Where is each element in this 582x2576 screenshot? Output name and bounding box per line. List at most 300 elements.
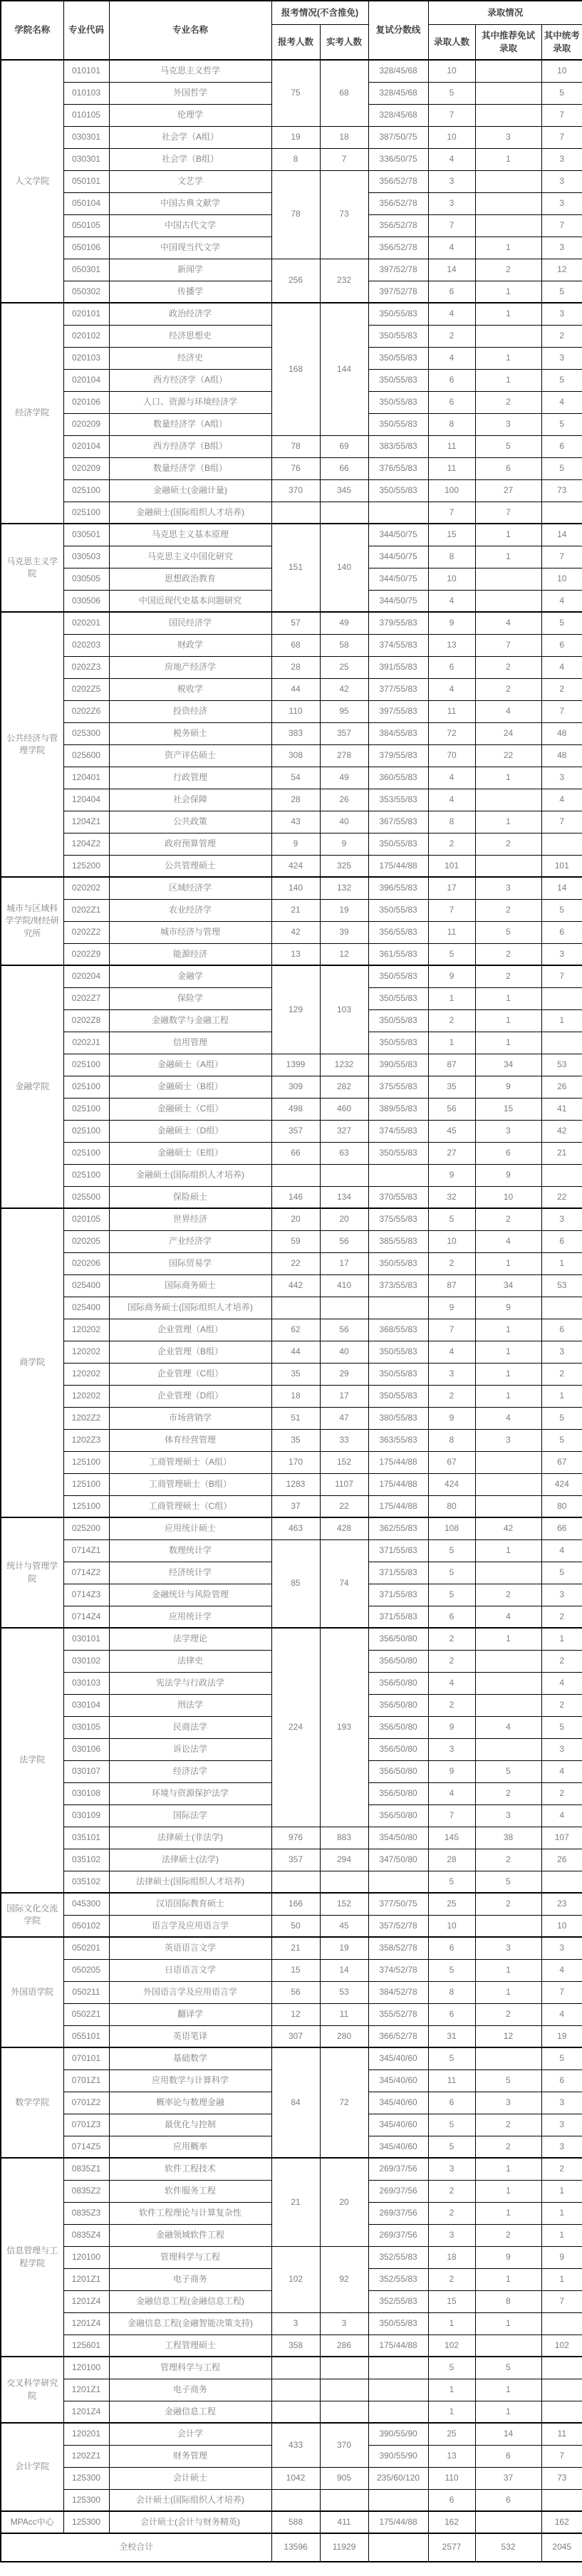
major-code-cell: 010101 [63, 60, 109, 82]
major-name-cell: 经济统计学 [109, 1562, 271, 1584]
major-name-cell: 工商管理硕士（A组） [109, 1451, 271, 1473]
score-line-cell: 377/55/83 [368, 678, 428, 700]
table-row [1, 1937, 582, 1959]
major-code-cell: 025100 [63, 479, 109, 502]
table-row [1, 612, 582, 634]
applied-count-cell: 28 [271, 656, 320, 678]
major-name-cell: 民商法学 [109, 1716, 271, 1738]
exempt-admitted-cell: 5 [475, 1760, 541, 1782]
actual-count-cell: 410 [320, 1274, 368, 1297]
admitted-count-cell: 15 [428, 524, 475, 546]
admitted-count-cell: 8 [428, 811, 475, 833]
table-row [1, 1319, 582, 1341]
exempt-admitted-cell: 6 [475, 2489, 541, 2511]
admitted-count-cell: 5 [428, 1208, 475, 1230]
exempt-admitted-cell: 3 [475, 2092, 541, 2114]
major-name-cell: 保险硕士 [109, 1186, 271, 1208]
table-row [1, 1429, 582, 1451]
actual-count-cell: 132 [320, 877, 368, 899]
applied-count-cell: 59 [271, 1230, 320, 1252]
exam-admitted-cell: 107 [541, 1827, 582, 1849]
score-line-cell: 175/44/88 [368, 1473, 428, 1495]
score-line-cell: 373/55/83 [368, 1274, 428, 1297]
exam-admitted-cell: 19 [541, 2025, 582, 2047]
major-code-cell: 0835Z2 [63, 2180, 109, 2202]
major-code-cell: 0701Z1 [63, 2069, 109, 2092]
score-line-cell: 390/55/83 [368, 1054, 428, 1076]
admitted-count-cell: 2 [428, 2180, 475, 2202]
major-code-cell: 030503 [63, 546, 109, 568]
exempt-admitted-cell: 37 [475, 2467, 541, 2489]
table-row [1, 965, 582, 987]
actual-count-cell: 49 [320, 767, 368, 789]
major-name-cell: 软件服务工程 [109, 2180, 271, 2202]
exam-admitted-cell: 10 [541, 1915, 582, 1937]
table-row [1, 1208, 582, 1230]
exempt-admitted-cell: 1 [475, 1539, 541, 1562]
exam-admitted-cell: 10 [541, 568, 582, 590]
exempt-admitted-cell: 12 [475, 2025, 541, 2047]
exempt-admitted-cell: 1 [475, 369, 541, 391]
major-code-cell: 025500 [63, 1186, 109, 1208]
exempt-admitted-cell: 15 [475, 1098, 541, 1120]
major-name-cell: 法律硕士(非法学) [109, 1827, 271, 1849]
table-row [1, 877, 582, 899]
major-code-cell: 030107 [63, 1760, 109, 1782]
exempt-admitted-cell: 1 [475, 2268, 541, 2290]
actual-count-cell: 42 [320, 678, 368, 700]
score-line-cell: 383/55/83 [368, 435, 428, 457]
admitted-count-cell: 2 [428, 833, 475, 855]
table-row [1, 2003, 582, 2025]
major-name-cell: 西方经济学（A组） [109, 369, 271, 391]
exempt-admitted-cell: 1 [475, 1319, 541, 1341]
major-code-cell: 025100 [63, 502, 109, 524]
applied-count-cell: 51 [271, 1407, 320, 1429]
table-row [1, 1385, 582, 1407]
exempt-admitted-cell: 9 [475, 2246, 541, 2268]
exam-admitted-cell: 3 [541, 1937, 582, 1959]
major-name-cell: 管理科学与工程 [109, 2357, 271, 2379]
college-name-cell: 金融学院 [1, 965, 63, 1208]
score-line-cell: 371/55/83 [368, 1562, 428, 1584]
applied-count-cell: 224 [271, 1628, 320, 1827]
actual-count-cell: 73 [320, 170, 368, 259]
admitted-count-cell: 4 [428, 590, 475, 612]
major-name-cell: 文艺学 [109, 170, 271, 192]
exempt-admitted-cell: 1 [475, 524, 541, 546]
exam-admitted-cell: 4 [541, 391, 582, 413]
total-exempt-cell: 532 [475, 2533, 541, 2562]
admitted-count-cell: 4 [428, 789, 475, 811]
major-code-cell: 0202Z6 [63, 700, 109, 722]
major-code-cell: 025600 [63, 744, 109, 767]
exempt-admitted-cell: 2 [475, 2224, 541, 2246]
header-admit-group: 录取情况 [428, 1, 582, 24]
admitted-count-cell: 2 [428, 2202, 475, 2224]
major-code-cell: 045300 [63, 1893, 109, 1915]
applied-count-cell: 68 [271, 634, 320, 656]
major-code-cell: 1204Z1 [63, 811, 109, 833]
college-name-cell: MPAcc中心 [1, 2511, 63, 2533]
exempt-admitted-cell: 5 [475, 1871, 541, 1893]
admitted-count-cell: 4 [428, 237, 475, 259]
major-name-cell: 外国哲学 [109, 82, 271, 104]
college-name-cell: 经济学院 [1, 303, 63, 524]
exam-admitted-cell: 6 [541, 1319, 582, 1341]
admitted-count-cell: 10 [428, 126, 475, 148]
exempt-admitted-cell: 3 [475, 126, 541, 148]
exam-admitted-cell [541, 502, 582, 524]
admitted-count-cell: 5 [428, 1562, 475, 1584]
table-row [1, 811, 582, 833]
college-name-cell: 交叉科学研究院 [1, 2357, 63, 2423]
exempt-admitted-cell: 6 [475, 2445, 541, 2467]
admitted-count-cell: 10 [428, 60, 475, 82]
exempt-admitted-cell [475, 2047, 541, 2069]
exempt-admitted-cell: 5 [475, 435, 541, 457]
exempt-admitted-cell: 42 [475, 1517, 541, 1539]
table-row [1, 921, 582, 943]
major-name-cell: 基础数学 [109, 2047, 271, 2069]
applied-count-cell: 433 [271, 2423, 320, 2467]
major-code-cell: 120100 [63, 2357, 109, 2379]
score-line-cell: 350/55/83 [368, 347, 428, 369]
admitted-count-cell: 162 [428, 2511, 475, 2533]
exempt-admitted-cell: 2 [475, 1584, 541, 1606]
score-line-cell: 175/44/88 [368, 855, 428, 877]
exempt-admitted-cell: 1 [475, 1385, 541, 1407]
actual-count-cell: 460 [320, 1098, 368, 1120]
exempt-admitted-cell: 4 [475, 1230, 541, 1252]
header-major-name: 专业名称 [109, 1, 271, 60]
score-line-cell: 347/50/80 [368, 1849, 428, 1871]
exempt-admitted-cell: 3 [475, 877, 541, 899]
exam-admitted-cell: 9 [541, 2246, 582, 2268]
major-name-cell: 国际商务硕士(国际组织人才培养) [109, 1297, 271, 1319]
actual-count-cell: 95 [320, 700, 368, 722]
admitted-count-cell: 32 [428, 1186, 475, 1208]
applied-count-cell: 50 [271, 1915, 320, 1937]
major-name-cell: 会计学 [109, 2423, 271, 2445]
score-line-cell: 375/55/83 [368, 1208, 428, 1230]
applied-count-cell: 9 [271, 833, 320, 855]
exam-admitted-cell: 2 [541, 1782, 582, 1804]
exempt-admitted-cell: 1 [475, 2180, 541, 2202]
table-header [1, 1, 582, 60]
exam-admitted-cell: 73 [541, 2467, 582, 2489]
table-row [1, 2489, 582, 2511]
score-line-cell [368, 502, 428, 524]
major-name-cell: 宪法学与行政法学 [109, 1672, 271, 1694]
score-line-cell: 345/40/60 [368, 2092, 428, 2114]
admitted-count-cell: 6 [428, 2489, 475, 2511]
header-major-code: 专业代码 [63, 1, 109, 60]
major-code-cell: 030102 [63, 1650, 109, 1672]
table-row [1, 789, 582, 811]
exempt-admitted-cell: 2 [475, 2114, 541, 2136]
admitted-count-cell: 6 [428, 391, 475, 413]
exempt-admitted-cell: 38 [475, 1827, 541, 1849]
exempt-admitted-cell: 2 [475, 678, 541, 700]
major-code-cell: 020103 [63, 347, 109, 369]
exempt-admitted-cell [475, 1562, 541, 1584]
score-line-cell: 396/55/83 [368, 877, 428, 899]
actual-count-cell: 905 [320, 2467, 368, 2489]
admitted-count-cell: 4 [428, 1672, 475, 1694]
table-row [1, 2246, 582, 2268]
score-line-cell: 354/50/80 [368, 1827, 428, 1849]
exam-admitted-cell: 10 [541, 60, 582, 82]
exam-admitted-cell: 1 [541, 2202, 582, 2224]
admitted-count-cell: 1 [428, 2401, 475, 2423]
major-name-cell: 诉讼法学 [109, 1738, 271, 1760]
exam-admitted-cell: 5 [541, 1562, 582, 1584]
score-line-cell: 345/40/60 [368, 2114, 428, 2136]
score-line-cell: 371/55/83 [368, 1584, 428, 1606]
applied-count-cell [271, 2401, 320, 2423]
major-name-cell: 财务管理 [109, 2445, 271, 2467]
actual-count-cell [320, 2489, 368, 2511]
major-name-cell: 社会学（B组） [109, 148, 271, 170]
applied-count-cell: 43 [271, 811, 320, 833]
actual-count-cell: 232 [320, 259, 368, 303]
actual-count-cell: 428 [320, 1517, 368, 1539]
exempt-admitted-cell: 1 [475, 987, 541, 1009]
table-row [1, 899, 582, 921]
admitted-count-cell: 7 [428, 104, 475, 126]
exempt-admitted-cell: 4 [475, 1606, 541, 1628]
major-code-cell: 030506 [63, 590, 109, 612]
score-line-cell: 350/55/83 [368, 479, 428, 502]
major-name-cell: 英语语言文学 [109, 1937, 271, 1959]
score-line-cell: 356/50/80 [368, 1804, 428, 1827]
exempt-admitted-cell [475, 568, 541, 590]
major-name-cell: 汉语国际教育硕士 [109, 1893, 271, 1915]
score-line-cell: 356/50/80 [368, 1672, 428, 1694]
actual-count-cell: 33 [320, 1429, 368, 1451]
actual-count-cell: 152 [320, 1893, 368, 1915]
applied-count-cell: 44 [271, 1341, 320, 1363]
score-line-cell: 370/55/83 [368, 1186, 428, 1208]
exempt-admitted-cell: 2 [475, 2136, 541, 2158]
score-line-cell: 356/50/80 [368, 1694, 428, 1716]
exam-admitted-cell: 2 [541, 1694, 582, 1716]
admitted-count-cell: 108 [428, 1517, 475, 1539]
major-code-cell: 020209 [63, 413, 109, 435]
actual-count-cell: 19 [320, 1937, 368, 1959]
exam-admitted-cell: 1 [541, 1628, 582, 1650]
exam-admitted-cell: 42 [541, 1120, 582, 1142]
applied-count-cell [271, 2357, 320, 2379]
exempt-admitted-cell: 1 [475, 1981, 541, 2003]
admitted-count-cell: 3 [428, 2224, 475, 2246]
admitted-count-cell: 3 [428, 2158, 475, 2180]
major-name-cell: 资产评估硕士 [109, 744, 271, 767]
score-line-cell: 175/44/88 [368, 2511, 428, 2533]
exam-admitted-cell: 4 [541, 656, 582, 678]
major-code-cell: 0701Z2 [63, 2092, 109, 2114]
exempt-admitted-cell: 1 [475, 1628, 541, 1650]
major-name-cell: 体育经营管理 [109, 1429, 271, 1451]
exam-admitted-cell: 41 [541, 1098, 582, 1120]
exempt-admitted-cell: 1 [475, 2202, 541, 2224]
exempt-admitted-cell: 1 [475, 2312, 541, 2334]
major-name-cell: 工商管理硕士（C组） [109, 1495, 271, 1517]
applied-count-cell: 56 [271, 1981, 320, 2003]
exempt-admitted-cell: 1 [475, 1252, 541, 1274]
table-row [1, 170, 582, 192]
admitted-count-cell: 2 [428, 2268, 475, 2290]
exam-admitted-cell: 26 [541, 1849, 582, 1871]
admitted-count-cell: 9 [428, 1164, 475, 1186]
exam-admitted-cell: 162 [541, 2511, 582, 2533]
total-row [1, 2533, 582, 2562]
exam-admitted-cell: 7 [541, 104, 582, 126]
score-line-cell: 377/50/75 [368, 1893, 428, 1915]
admitted-count-cell: 1 [428, 987, 475, 1009]
exam-admitted-cell: 3 [541, 1208, 582, 1230]
actual-count-cell: 883 [320, 1827, 368, 1849]
exempt-admitted-cell: 1 [475, 237, 541, 259]
major-code-cell: 120401 [63, 767, 109, 789]
major-code-cell: 025100 [63, 1076, 109, 1098]
table-row [1, 1827, 582, 1849]
score-line-cell [368, 2489, 428, 2511]
score-line-cell: 352/55/83 [368, 2246, 428, 2268]
exempt-admitted-cell [475, 325, 541, 347]
exempt-admitted-cell [475, 1738, 541, 1760]
applied-count-cell: 498 [271, 1098, 320, 1120]
exempt-admitted-cell: 1 [475, 2158, 541, 2180]
admitted-count-cell: 2 [428, 1385, 475, 1407]
actual-count-cell: 357 [320, 722, 368, 744]
college-name-cell: 统计与管理学院 [1, 1517, 63, 1628]
exempt-admitted-cell: 8 [475, 2290, 541, 2312]
major-code-cell: 125200 [63, 855, 109, 877]
table-row [1, 2334, 582, 2357]
exempt-admitted-cell: 4 [475, 700, 541, 722]
exam-admitted-cell: 53 [541, 1274, 582, 1297]
applied-count-cell: 57 [271, 612, 320, 634]
score-line-cell: 363/55/83 [368, 1429, 428, 1451]
admitted-count-cell: 6 [428, 656, 475, 678]
major-name-cell: 国际商务硕士 [109, 1274, 271, 1297]
admitted-count-cell: 3 [428, 192, 475, 214]
major-name-cell: 金融硕士（D组） [109, 1120, 271, 1142]
major-code-cell: 120201 [63, 2423, 109, 2445]
major-name-cell: 应用统计学 [109, 1606, 271, 1628]
admitted-count-cell: 145 [428, 1827, 475, 1849]
actual-count-cell: 20 [320, 2158, 368, 2246]
score-line-cell: 350/55/83 [368, 1032, 428, 1054]
score-line-cell: 362/55/83 [368, 1517, 428, 1539]
applied-count-cell: 3 [271, 2312, 320, 2334]
score-line-cell: 350/55/83 [368, 1009, 428, 1032]
header-admit-exam: 其中统考录取 [541, 24, 582, 60]
major-code-cell: 020101 [63, 303, 109, 325]
major-name-cell: 房地产经济学 [109, 656, 271, 678]
major-code-cell: 010103 [63, 82, 109, 104]
applied-count-cell: 383 [271, 722, 320, 744]
exempt-admitted-cell: 3 [475, 1804, 541, 1827]
table-row [1, 700, 582, 722]
exam-admitted-cell: 3 [541, 1738, 582, 1760]
exempt-admitted-cell: 2 [475, 656, 541, 678]
applied-count-cell: 19 [271, 126, 320, 148]
applied-count-cell: 168 [271, 303, 320, 435]
exempt-admitted-cell [475, 855, 541, 877]
exempt-admitted-cell: 2 [475, 1849, 541, 1871]
admitted-count-cell: 2 [428, 1009, 475, 1032]
admitted-count-cell: 4 [428, 1782, 475, 1804]
admitted-count-cell: 8 [428, 413, 475, 435]
applied-count-cell: 442 [271, 1274, 320, 1297]
major-code-cell: 120404 [63, 789, 109, 811]
applied-count-cell: 28 [271, 789, 320, 811]
table-row [1, 1495, 582, 1517]
header-admit-exempt: 其中推荐免试录取 [475, 24, 541, 60]
major-name-cell: 世界经济 [109, 1208, 271, 1230]
actual-count-cell [320, 1297, 368, 1319]
exam-admitted-cell [541, 2379, 582, 2401]
major-name-cell: 投资经济 [109, 700, 271, 722]
admitted-count-cell: 13 [428, 634, 475, 656]
major-code-cell: 0202Z5 [63, 678, 109, 700]
applied-count-cell: 18 [271, 1385, 320, 1407]
table-row [1, 502, 582, 524]
score-line-cell: 391/55/83 [368, 656, 428, 678]
exam-admitted-cell: 5 [541, 2047, 582, 2069]
major-code-cell: 0202Z7 [63, 987, 109, 1009]
table-row [1, 457, 582, 479]
score-line-cell: 371/55/83 [368, 1539, 428, 1562]
applied-count-cell: 1399 [271, 1054, 320, 1076]
exam-admitted-cell [541, 2312, 582, 2334]
admitted-count-cell: 25 [428, 1893, 475, 1915]
major-code-cell: 030105 [63, 1716, 109, 1738]
table-row [1, 2357, 582, 2379]
college-name-cell: 国际文化交流学院 [1, 1893, 63, 1937]
exam-admitted-cell: 1 [541, 2268, 582, 2290]
score-line-cell: 356/50/80 [368, 1782, 428, 1804]
major-code-cell: 0835Z3 [63, 2202, 109, 2224]
major-name-cell: 应用数学与计算科学 [109, 2069, 271, 2092]
admitted-count-cell: 11 [428, 700, 475, 722]
major-name-cell: 应用统计硕士 [109, 1517, 271, 1539]
applied-count-cell: 309 [271, 1076, 320, 1098]
exempt-admitted-cell: 4 [475, 612, 541, 634]
major-name-cell: 法律硕士(法学) [109, 1849, 271, 1871]
exempt-admitted-cell: 6 [475, 457, 541, 479]
exam-admitted-cell: 2 [541, 678, 582, 700]
actual-count-cell: 47 [320, 1407, 368, 1429]
exam-admitted-cell: 5 [541, 1429, 582, 1451]
score-line-cell: 328/45/68 [368, 82, 428, 104]
exam-admitted-cell: 7 [541, 1981, 582, 2003]
exam-admitted-cell: 53 [541, 1054, 582, 1076]
applied-count-cell: 21 [271, 1937, 320, 1959]
college-name-cell: 人文学院 [1, 60, 63, 303]
table-row [1, 2025, 582, 2047]
score-line-cell: 355/52/78 [368, 2003, 428, 2025]
major-code-cell: 120202 [63, 1385, 109, 1407]
actual-count-cell: 282 [320, 1076, 368, 1098]
table-row [1, 833, 582, 855]
major-name-cell: 金融领域软件工程 [109, 2224, 271, 2246]
major-name-cell: 中国近现代史基本问题研究 [109, 590, 271, 612]
major-code-cell: 050301 [63, 259, 109, 281]
